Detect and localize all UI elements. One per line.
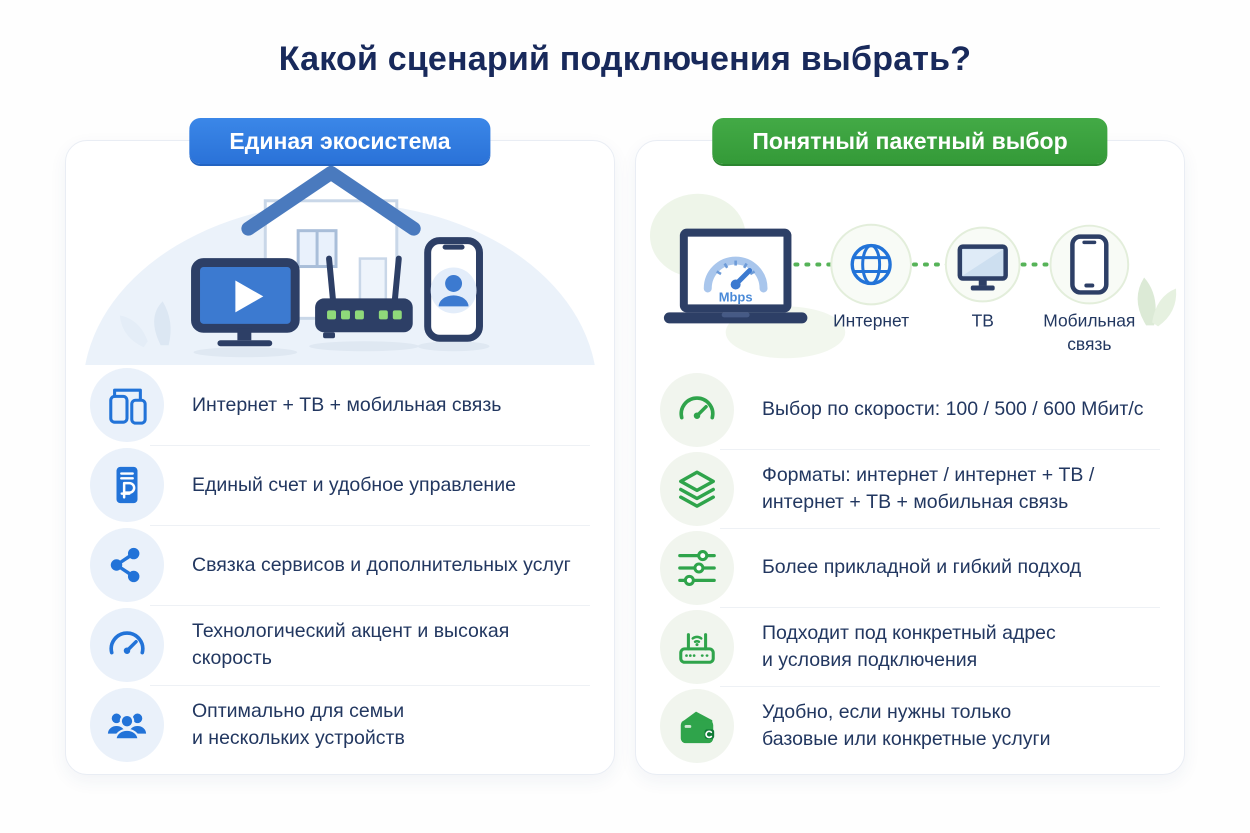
list-item [90, 525, 590, 605]
house-devices-scene [66, 141, 614, 365]
list-item [90, 685, 590, 765]
mobile-phone-icon [1072, 237, 1106, 293]
list-item [90, 605, 590, 685]
ecosystem-badge: Единая экосистема [189, 118, 490, 164]
home-ecosystem-illustration [66, 141, 614, 365]
list-item-text: Более прикладной и гибкий подход [762, 556, 1082, 579]
list-item-text: Связка сервисов и дополнительных услуг [192, 553, 571, 576]
node-label-internet: Интернет [833, 310, 910, 331]
list-item [660, 370, 1160, 449]
list-item-text: Форматы: интернет / интернет + ТВ / интернет + ТВ + мобильная связь [762, 463, 1095, 513]
list-item-text: Единый счет и удобное управление [192, 473, 516, 496]
list-item-text: Технологический акцент и высокая скорость [192, 620, 510, 670]
package-card [635, 128, 1185, 775]
speedometer-icon [90, 608, 164, 682]
speedometer-icon [660, 373, 734, 447]
list-item [660, 449, 1160, 528]
list-item-text: Интернет + ТВ + мобильная связь [192, 393, 502, 416]
node-label-tv: ТВ [971, 310, 994, 331]
family-icon [90, 688, 164, 762]
list-item-text: Подходит под конкретный адрес и условия подключения [762, 621, 1056, 671]
wifi-router-icon [660, 610, 734, 684]
package-feature-list [636, 370, 1184, 765]
ecosystem-card [65, 128, 615, 775]
ruble-bill-icon [90, 448, 164, 522]
list-item [660, 686, 1160, 765]
list-item-text: Оптимально для семьи и нескольких устройств [192, 700, 405, 750]
layers-icon [660, 452, 734, 526]
share-icon [90, 528, 164, 602]
wallet-icon [660, 689, 734, 763]
devices-icon [90, 368, 164, 442]
cards-container [65, 128, 1185, 775]
package-badge: Понятный пакетный выбор [712, 118, 1107, 164]
list-item-text: Удобно, если нужны только базовые или конкретные услуги [762, 700, 1051, 750]
page-title: Какой сценарий подключения выбрать? [278, 40, 972, 78]
list-item [660, 607, 1160, 686]
sliders-icon [660, 531, 734, 605]
package-flow-illustration [636, 141, 1184, 370]
node-label-mobile-2: связь [1067, 334, 1112, 355]
list-item [660, 528, 1160, 607]
ecosystem-feature-list [66, 365, 614, 765]
list-item-text: Выбор по скорости: 100 / 500 / 600 Мбит/с [762, 398, 1144, 421]
list-item [90, 445, 590, 525]
speedtest-flow-scene [636, 141, 1184, 370]
node-label-mobile-1: Мобильная [1043, 310, 1136, 331]
list-item [90, 365, 590, 445]
mbps-label: Mbps [718, 289, 753, 305]
